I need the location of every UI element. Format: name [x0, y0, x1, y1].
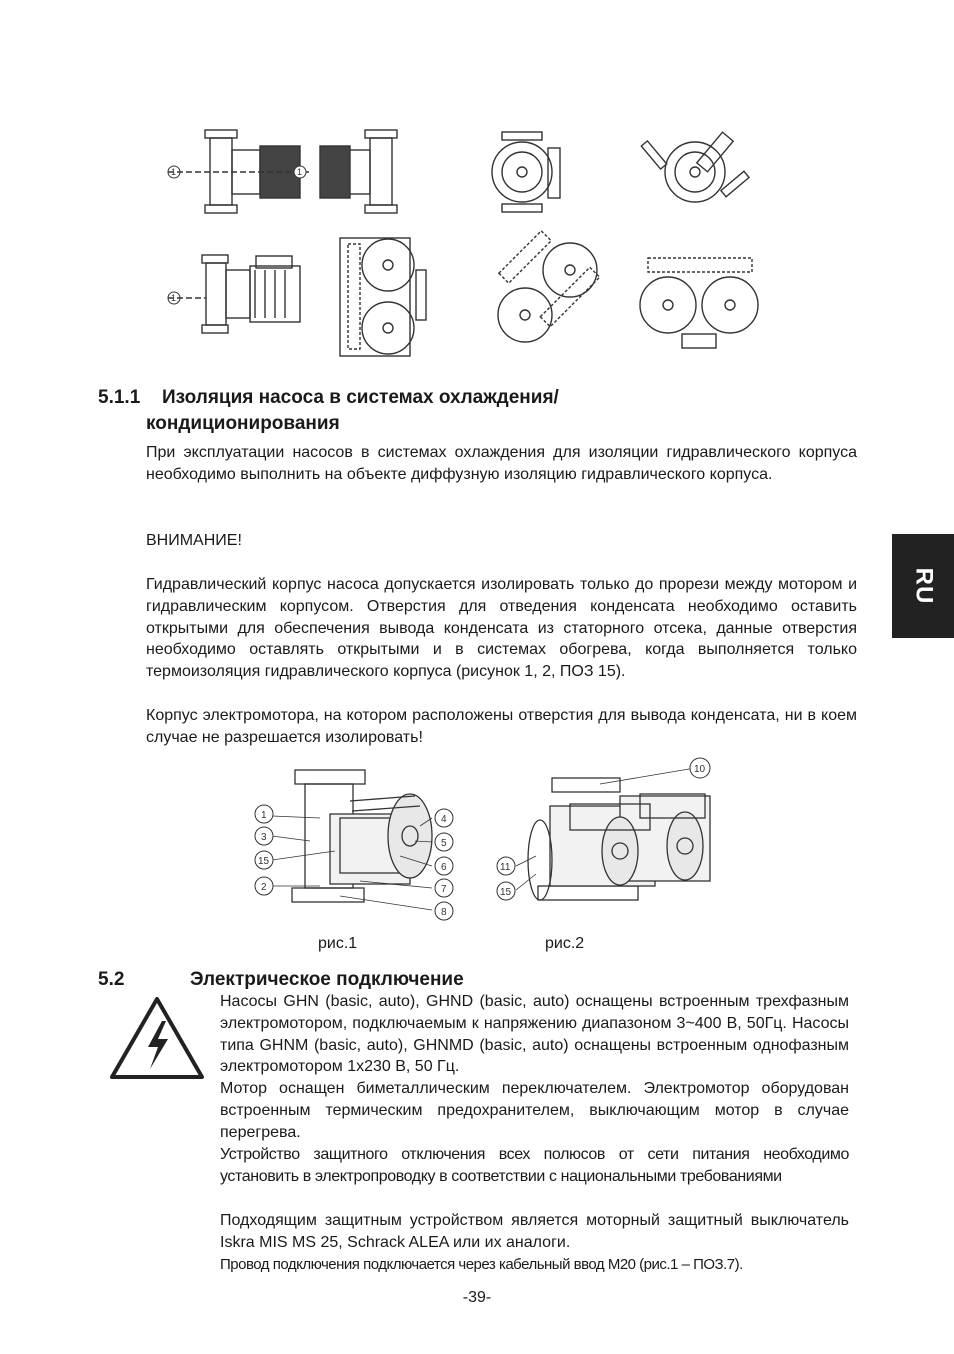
- twin-pump-front-view-horizontal: [640, 258, 758, 348]
- figure-2-caption: рис.2: [545, 935, 585, 952]
- svg-text:15: 15: [500, 887, 512, 898]
- svg-text:8: 8: [441, 907, 447, 918]
- section-5-1-1-para2: Гидравлический корпус насоса допускается изолировать только до прорези между мотором и гидравлическим корпусом. Отверстия для отведения конденсата необходимо оставить открытыми для обеспечения вывода конденсата из статорного отсека, данные отверстия необходимо оставлять открытыми и в системах обогрева, когда выполняется только термоизоляция гидравлического корпуса (рисунок 1, 2, ПОЗ 15).: [146, 576, 857, 681]
- svg-text:3: 3: [261, 832, 267, 843]
- section-5-2-number: 5.2: [98, 969, 125, 990]
- section-5-2-title: Электрическое подключение: [190, 969, 464, 990]
- high-voltage-warning-icon: [108, 995, 206, 1081]
- svg-text:2: 2: [261, 882, 267, 893]
- section-5-1-1-number: 5.1.1: [98, 387, 141, 408]
- svg-text:10: 10: [694, 764, 706, 775]
- twin-pump-front-view-vertical: [340, 238, 426, 356]
- pump-side-view-1: [168, 130, 310, 213]
- pump-figures-1-2-drawing: [240, 756, 712, 928]
- section-5-2-para4: Подходящим защитным устройством является моторный защитный выключатель Iskra MIS MS 25, Schrack ALEA или их аналоги.: [220, 1212, 849, 1251]
- section-5-1-1-para3: Корпус электромотора, на котором расположены отверстия для вывода конденсата, ни в коем случае не разрешается изолировать!: [146, 707, 857, 746]
- figure-2-twin-pump: [528, 778, 710, 900]
- figure-1-pump: [292, 770, 432, 902]
- pump-side-view-2: [320, 130, 397, 213]
- section-5-2-para2: Мотор оснащен биметаллическим переключателем. Электромотор оборудован встроенным термическим предохранителем, выключающим мотор в случае перегрева.: [220, 1080, 849, 1141]
- pump-side-view-3: [168, 255, 300, 333]
- section-5-1-1-intro: При эксплуатации насосов в системах охлаждения для изоляции гидравлического корпуса необходимо выполнить на объекте диффузную изоляцию гидравлического корпуса.: [146, 444, 857, 483]
- pump-front-view-1: [492, 132, 560, 212]
- language-tab: [892, 534, 954, 638]
- svg-text:11: 11: [500, 862, 511, 873]
- section-5-2-para5: Провод подключения подключается через кабельный ввод M20 (рис.1 – ПОЗ.7).: [220, 1256, 743, 1273]
- twin-pump-front-view-diagonal: [498, 231, 600, 342]
- svg-text:7: 7: [441, 884, 447, 895]
- section-5-2-para1: Насосы GHN (basic, auto), GHND (basic, auto) оснащены встроенным трехфазным электромотором, подключаемым к напряжению диапазоном 3~400 В, 50Гц. Насосы типа GHNM (basic, auto), GHNMD (basic, auto) оснащены встроенным однофазным электромотором 1x230 В, 50 Гц.: [220, 993, 849, 1076]
- page-number: -39-: [462, 1289, 492, 1306]
- svg-text:1: 1: [297, 167, 303, 177]
- svg-text:1: 1: [171, 167, 177, 177]
- section-5-1-1-title-line2: кондиционирования: [146, 413, 340, 434]
- svg-text:1: 1: [171, 293, 177, 303]
- pump-front-view-rotated: [641, 132, 749, 202]
- section-5-2-para3: Устройство защитного отключения всех полюсов от сети питания необходимо установить в электропроводку в соответствии с национальными требованиями: [220, 1146, 849, 1185]
- svg-text:4: 4: [441, 814, 447, 825]
- figure-1-caption: рис.1: [318, 935, 358, 952]
- language-tab-label: RU: [909, 567, 937, 605]
- section-5-1-1-title-line1: Изоляция насоса в системах охлаждения/: [162, 387, 559, 408]
- pump-installation-positions-drawing: [160, 120, 790, 370]
- attention-label: ВНИМАНИЕ!: [146, 532, 242, 549]
- svg-text:6: 6: [441, 862, 447, 873]
- svg-text:15: 15: [258, 856, 270, 867]
- svg-text:5: 5: [441, 838, 447, 849]
- svg-text:1: 1: [261, 810, 267, 821]
